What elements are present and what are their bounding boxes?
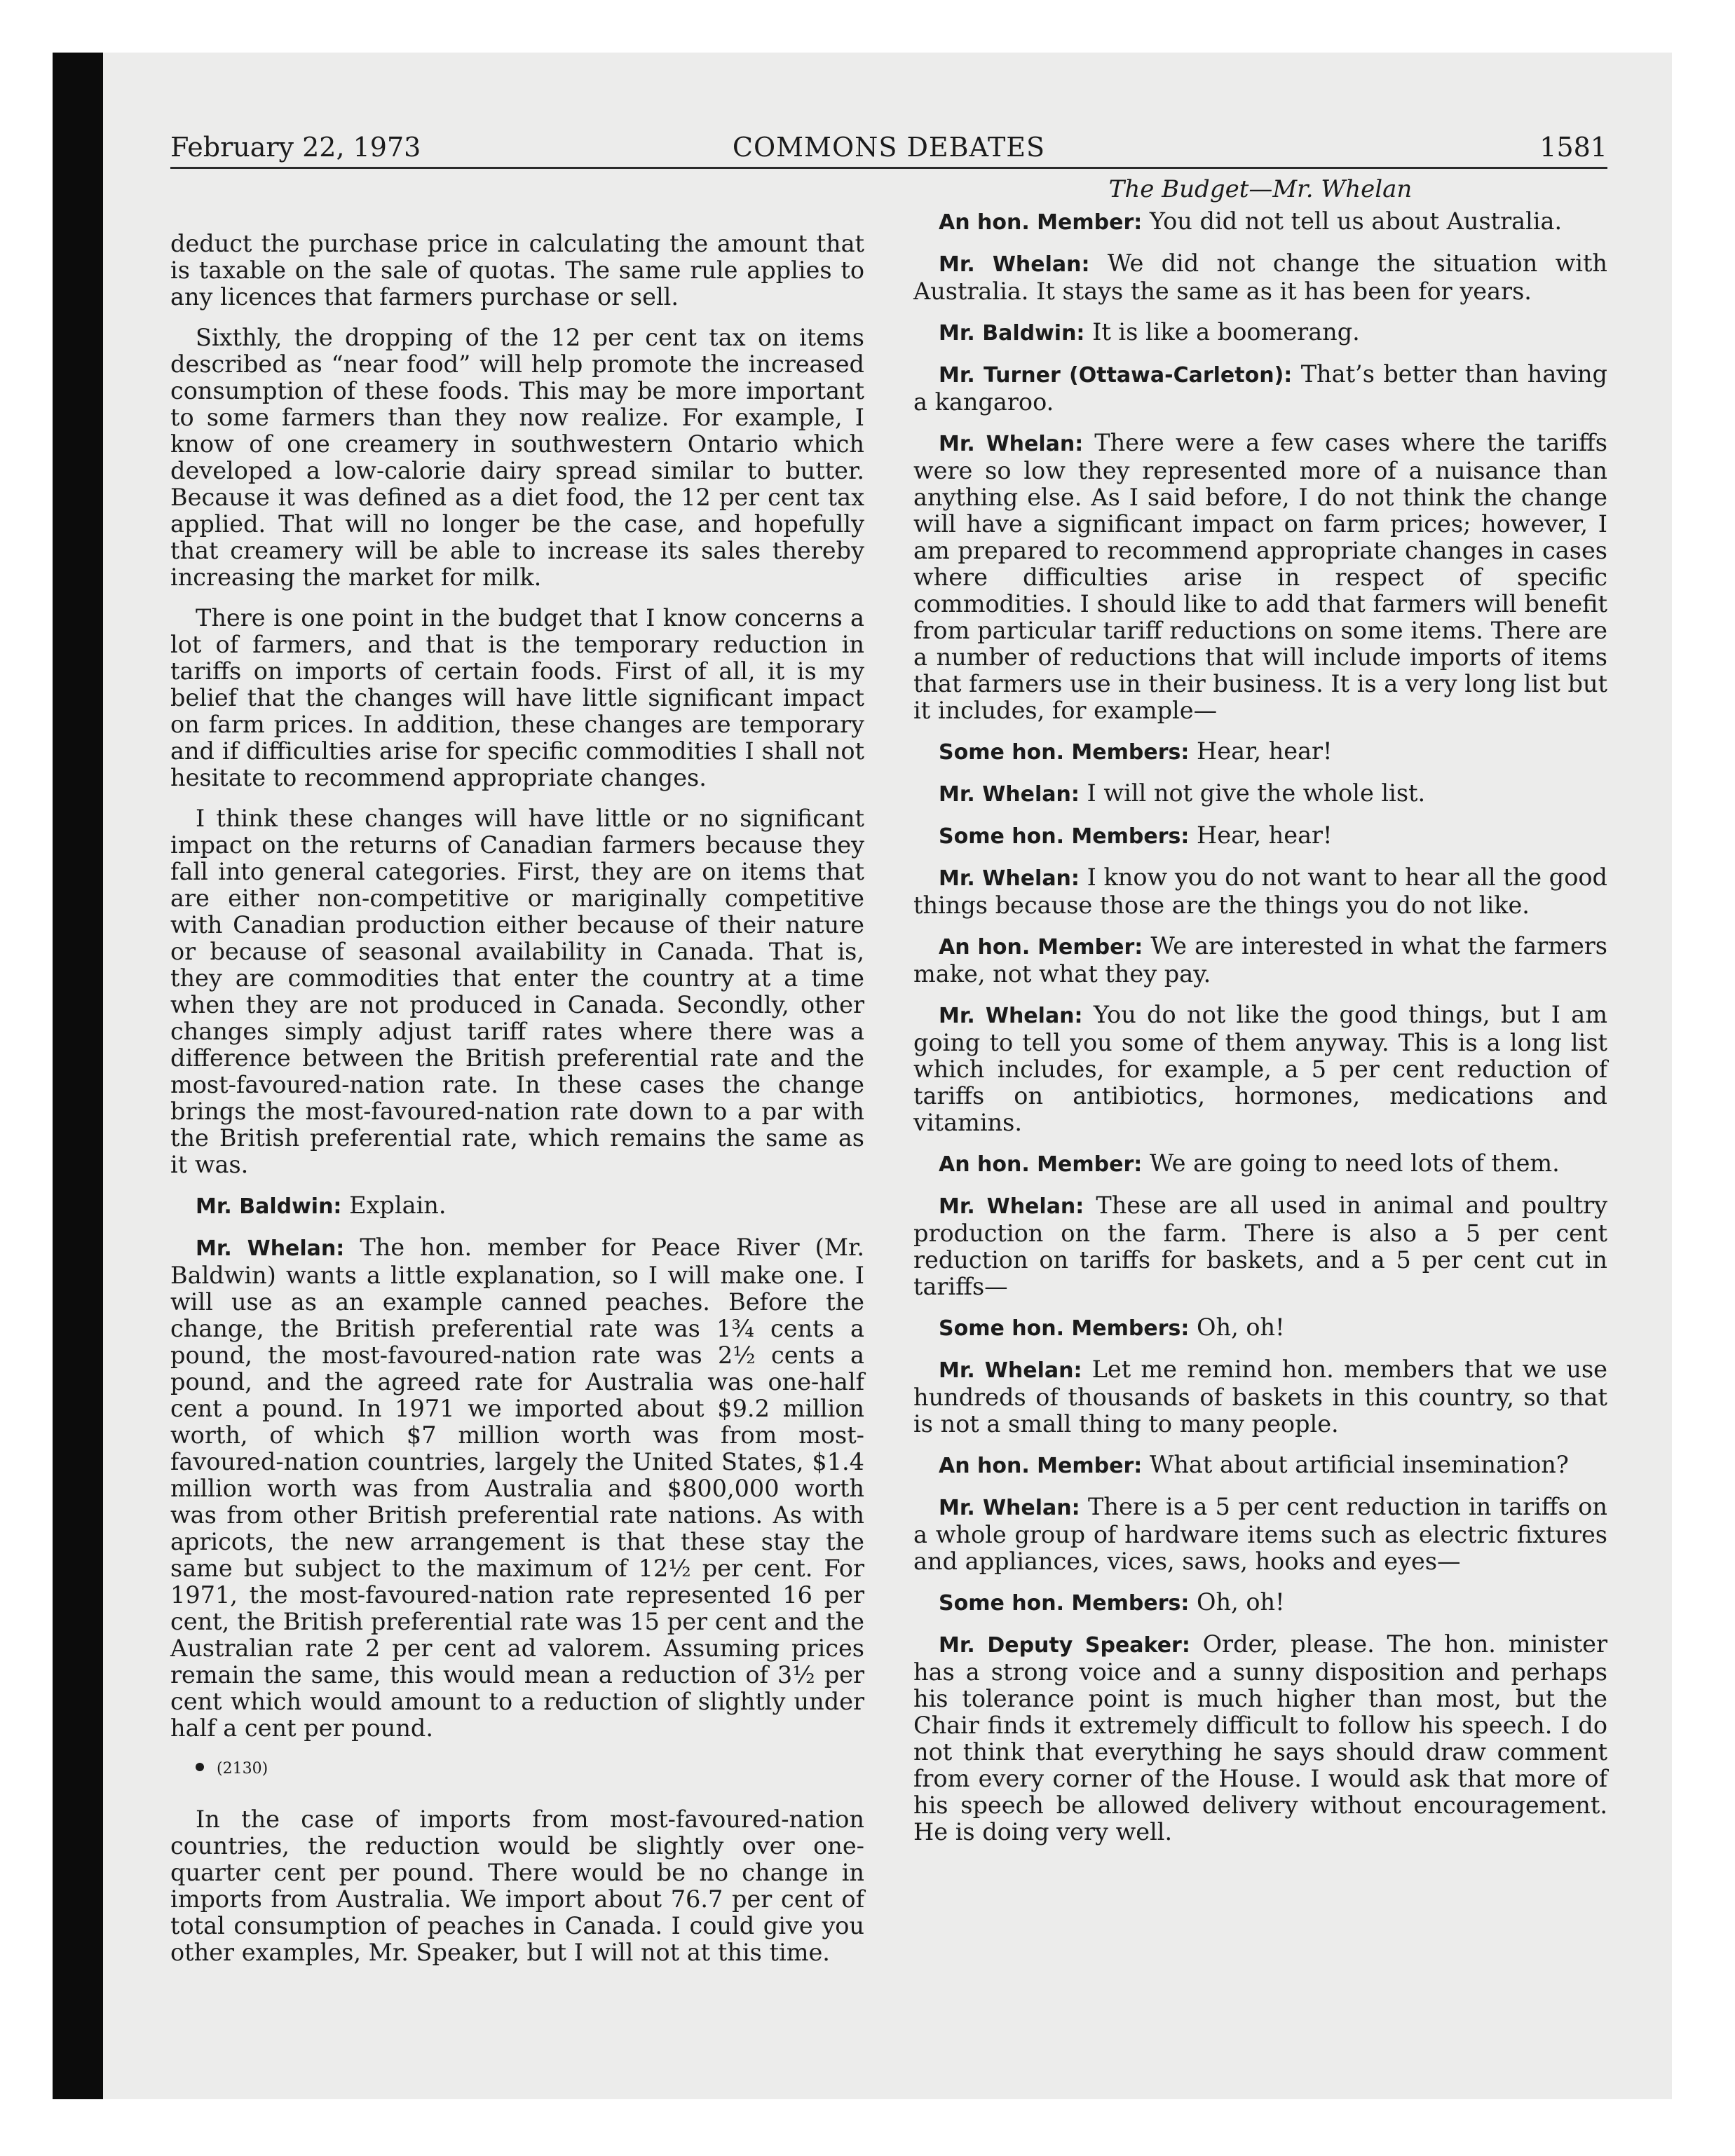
speech-paragraph (913, 1452, 1607, 1480)
speaker-name: An hon. Member: (939, 935, 1143, 960)
header-page-number: 1581 (1539, 132, 1607, 163)
running-head: The Budget—Mr. Whelan (1108, 175, 1413, 203)
speech-text: What about artificial insemination? (1142, 1451, 1569, 1478)
speaker-name: Some hon. Members: (939, 1591, 1190, 1616)
speech-paragraph (913, 361, 1607, 416)
speech-paragraph (913, 319, 1607, 347)
speaker-name: Mr. Whelan: (939, 1004, 1083, 1028)
speaker-name: Mr. Whelan: (939, 252, 1090, 277)
speech-text: Order, please. The hon. minister has a strong voice and a sunny disposition and perhaps his tolerance point is much higher than most, but the Chair finds it extremely difficult to follow his speech. I do not think that everything he says should draw comment from every corner of the House. I would ask that more of his speech be allowed delivery without encouragement. He is doing very well. (913, 1630, 1607, 1845)
speaker-name: Some hon. Members: (939, 740, 1190, 765)
speaker-name: Mr. Deputy Speaker: (939, 1633, 1190, 1658)
speech-text: There were a few cases where the tariffs were so low they represented more of a nuisance than anything else. As I said before, I do not think the change will have a significant impact on farm prices; however, I am prepared to recommend appropriate changes in cases where difficulties arise in respect of specific commodities. I should like to add that farmers will benefit from particular tariff reductions on some items. There are a number of reductions that will include imports of items that farmers use in their business. It is a very long list but it includes, for example— (913, 429, 1608, 724)
speaker-name: Mr. Baldwin: (196, 1194, 342, 1219)
time-marker-text: (2130) (217, 1760, 268, 1778)
speaker-name: An hon. Member: (939, 1152, 1143, 1177)
speaker-name: Mr. Turner (Ottawa-Carleton): (939, 363, 1293, 388)
paragraph: deduct the purchase price in calculating the amount that is taxable on the sale of quotas. The same rule applies to any licences that farmers purchase or sell. (170, 230, 864, 311)
header-title: COMMONS DEBATES (732, 132, 1046, 163)
speech-text: Oh, oh! (1189, 1314, 1285, 1341)
speech-text: We did not change the situation with Australia. It stays the same as it has been for years. (913, 250, 1607, 305)
speaker-name: Mr. Whelan: (939, 1496, 1080, 1520)
speech-text: I will not give the whole list. (1079, 779, 1426, 807)
speech-paragraph (913, 250, 1607, 305)
speech-text: Hear, hear! (1189, 821, 1333, 849)
speaker-name: Mr. Whelan: (939, 1358, 1082, 1383)
speech-paragraph (913, 1631, 1607, 1845)
bullet-icon (196, 1763, 204, 1771)
speaker-name: Mr. Whelan: (939, 1194, 1084, 1219)
speech-text: We are going to need lots of them. (1142, 1149, 1560, 1177)
speech-text: You do not like the good things, but I am going to tell you some of them anyway. This is a long list which includes, for example, a 5 per cent reduction of tariffs on antibiotics, hormones, medications and vitamins. (913, 1001, 1608, 1136)
speech-paragraph (913, 1002, 1607, 1136)
speech-paragraph (170, 1192, 864, 1220)
speech-text: These are all used in animal and poultry production on the farm. There is also a 5 per cent reduction on tariffs for baskets, and a 5 per cent cut in tariffs— (913, 1192, 1607, 1300)
paragraph: I think these changes will have little or no significant impact on the returns of Canadian farmers because they fall into general categories. First, they are on items that are either non-competitive or mariginally competitive with Canadian production either because of their nature or because of seasonal availability in Canada. That is, they are commodities that enter the country at a time when they are not produced in Canada. Secondly, other changes simply adjust tariff rates where there was a difference between the British preferential rate and the most-favoured-nation rate. In these cases the change brings the most-favoured-nation rate down to a par with the British preferential rate, which remains the same as it was. (170, 805, 864, 1178)
paragraph: Sixthly, the dropping of the 12 per cent tax on items described as “near food” will help promote the increased consumption of these foods. This may be more important to some farmers than they now realize. For example, I know of one creamery in southwestern Ontario which developed a low-calorie dairy spread similar to butter. Because it was defined as a diet food, the 12 per cent tax applied. That will no longer be the case, and hopefully that creamery will be able to increase its sales thereby increasing the market for milk. (170, 324, 864, 591)
speech-text: The hon. member for Peace River (Mr. Baldwin) wants a little explanation, so I will make one. I will use as an example canned peaches. Before the change, the British preferential rate was 1¾ cents a pound, the most-favoured-nation rate was 2½ cents a pound, and the agreed rate for Australia was one-half cent a pound. In 1971 we imported about $9.2 million worth, of which $7 million worth was from most-favoured-nation countries, largely the United States, $1.4 million worth was from Australia and $800,000 worth was from other British preferential rate nations. As with apricots, the new arrangement is that these stay the same but subject to the maximum of 12½ per cent. For 1971, the most-favoured-nation rate represented 16 per cent, the British preferential rate was 15 per cent and the Australian rate 2 per cent ad valorem. Assuming prices remain the same, this would mean a reduction of 3½ per cent which would amount to a reduction of slightly under half a cent per pound. (170, 1234, 865, 1742)
paragraph: There is one point in the budget that I know concerns a lot of farmers, and that is the temporary reduction in tariffs on imports of certain foods. First of all, it is my belief that the changes will have little significant impact on farm prices. In addition, these changes are temporary and if difficulties arise for specific commodities I shall not hesitate to recommend appropriate changes. (170, 604, 864, 791)
two-column-body (170, 169, 1608, 1966)
paragraph: In the case of imports from most-favoured-nation countries, the reduction would be slightly over one-quarter cent per pound. There would be no change in imports from Australia. We import about 76.7 per cent of total consumption of peaches in Canada. I could give you other examples, Mr. Speaker, but I will not at this time. (170, 1806, 864, 1966)
speech-paragraph (913, 738, 1607, 766)
speech-paragraph (913, 1589, 1607, 1617)
speech-paragraph (913, 822, 1607, 850)
speech-text: It is like a boomerang. (1084, 318, 1360, 346)
page-header (170, 126, 1607, 169)
speech-text: That’s better than having a kangaroo. (913, 360, 1607, 416)
right-column (913, 176, 1607, 1860)
speaker-name: Mr. Whelan: (939, 782, 1080, 807)
time-marker (196, 1756, 864, 1782)
binding-edge-shadow (53, 53, 103, 2099)
speaker-name: Some hon. Members: (939, 1316, 1190, 1341)
left-column (170, 231, 864, 1980)
speech-paragraph (913, 864, 1607, 919)
speech-text: I know you do not want to hear all the good things because those are the things you do not like. (913, 864, 1607, 919)
speech-text: Let me remind hon. members that we use hundreds of thousands of baskets in this country, so that is not a small thing to many people. (913, 1356, 1607, 1438)
speech-paragraph (913, 780, 1607, 808)
speaker-name: Mr. Whelan: (939, 866, 1080, 891)
speech-paragraph (913, 430, 1607, 724)
speech-text: Hear, hear! (1189, 737, 1333, 765)
speaker-name: Some hon. Members: (939, 824, 1190, 849)
speech-text: There is a 5 per cent reduction in tariffs on a whole group of hardware items such as electric fixtures and appliances, vices, saws, hooks and eyes— (913, 1493, 1607, 1575)
speech-text: Oh, oh! (1189, 1588, 1285, 1616)
speech-paragraph (170, 1234, 864, 1742)
speaker-name: Mr. Whelan: (939, 432, 1084, 456)
speech-paragraph (913, 1356, 1607, 1438)
speech-text: You did not tell us about Australia. (1142, 207, 1563, 235)
speech-text: Explain. (341, 1192, 447, 1219)
speech-paragraph (913, 208, 1607, 236)
header-date: February 22, 1973 (170, 132, 421, 163)
speech-paragraph (913, 1150, 1607, 1178)
speech-paragraph (913, 1192, 1607, 1300)
document-page (170, 126, 1608, 1966)
speech-text: We are interested in what the farmers make, not what they pay. (913, 932, 1607, 988)
speaker-name: Mr. Whelan: (196, 1236, 345, 1261)
speaker-name: Mr. Baldwin: (939, 321, 1085, 346)
speech-paragraph (913, 1494, 1607, 1575)
speaker-name: An hon. Member: (939, 210, 1143, 235)
speech-paragraph (913, 933, 1607, 988)
speaker-name: An hon. Member: (939, 1454, 1143, 1478)
speech-paragraph (913, 1314, 1607, 1342)
